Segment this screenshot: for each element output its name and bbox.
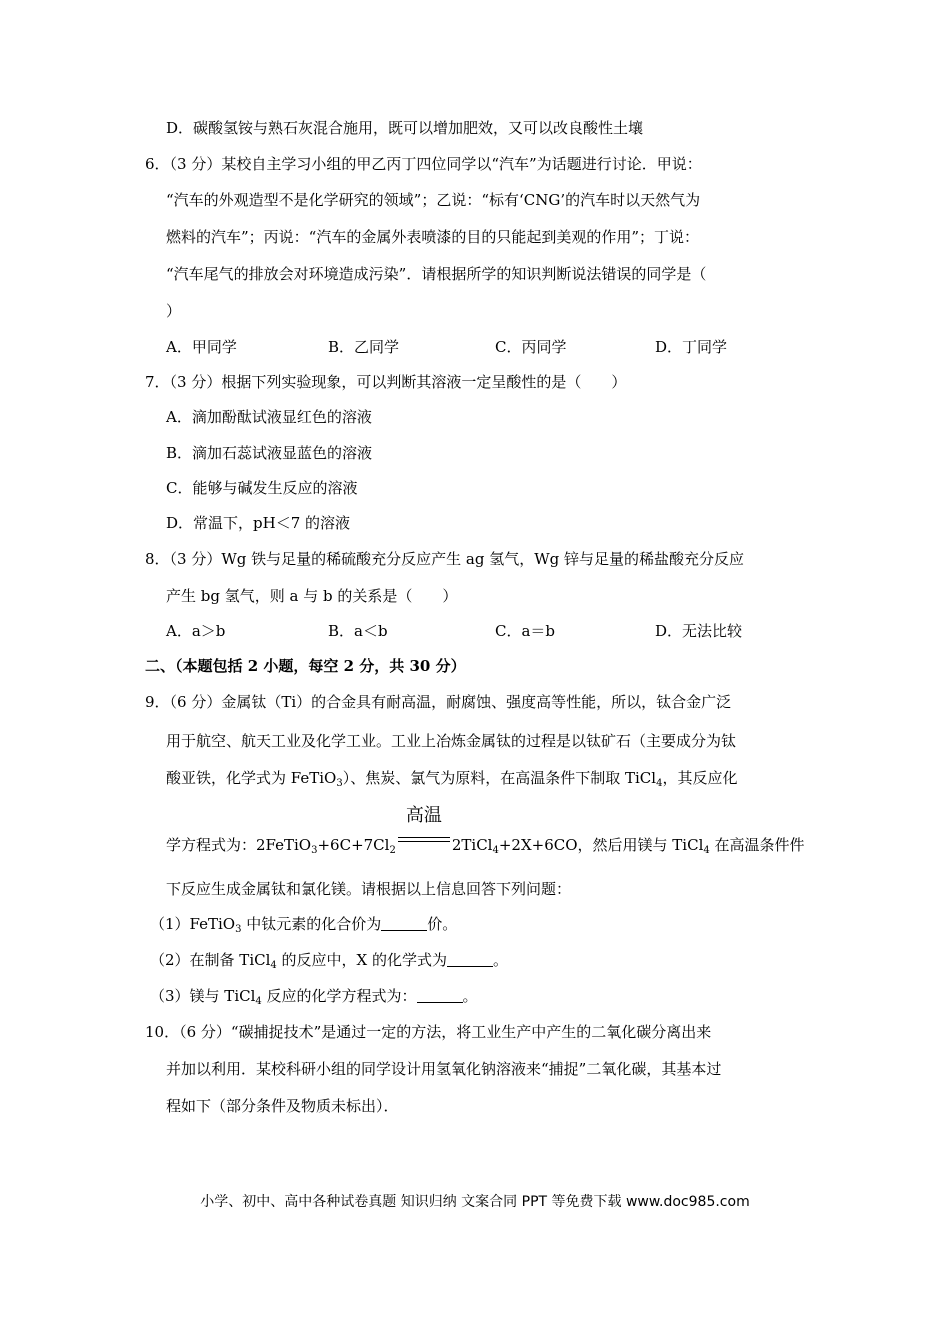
- q10-stem-line-2: 并加以利用．某校科研小组的同学设计用氢氧化钠溶液来“捕捉”二氧化碳，其基本过: [166, 1060, 722, 1078]
- q8-stem-line-1: 8．（3 分）Wg 铁与足量的稀硫酸充分反应产生 ag 氢气，Wg 锌与足量的稀盐酸充分反应: [145, 550, 745, 568]
- answer-blank[interactable]: [417, 988, 463, 1003]
- q9-stem-line-1: 9．（6 分）金属钛（Ti）的合金具有耐高温，耐腐蚀、强度高等性能，所以，钛合金广泛: [145, 693, 732, 711]
- answer-blank[interactable]: [381, 916, 427, 931]
- q6-option-b: B．乙同学: [328, 338, 400, 356]
- q6-option-a: A．甲同学: [166, 338, 237, 356]
- q7-option-a: A．滴加酚酞试液显红色的溶液: [166, 408, 372, 426]
- q5-option-d: D．碳酸氢铵与熟石灰混合施用，既可以增加肥效，又可以改良酸性土壤: [166, 119, 644, 137]
- q6-stem-line-3: 燃料的汽车”；丙说：“汽车的金属外表喷漆的目的只能起到美观的作用”；丁说：: [166, 228, 700, 246]
- q7-option-b: B．滴加石蕊试液显蓝色的溶液: [166, 444, 373, 462]
- q8-option-d: D．无法比较: [655, 622, 743, 640]
- q9-sub-question-1: （1）FeTiO$_3$ 中钛元素的化合价为 价。: [150, 915, 458, 935]
- q8-stem-line-2: 产生 bg 氢气，则 a 与 b 的关系是（ ）: [166, 587, 458, 605]
- q7-stem: 7．（3 分）根据下列实验现象，可以判断其溶液一定呈酸性的是（ ）: [145, 373, 627, 391]
- q6-option-c: C．丙同学: [495, 338, 567, 356]
- q8-option-c: C．a＝b: [495, 622, 556, 640]
- reaction-condition-label: 高温: [405, 805, 442, 826]
- q9-stem-line-2: 用于航空、航天工业及化学工业。工业上冶炼金属钛的过程是以钛矿石（主要成分为钛: [166, 732, 737, 750]
- section-2-heading: 二、（本题包括 2 小题，每空 2 分，共 30 分）: [145, 657, 466, 675]
- equals-sign: [398, 837, 450, 842]
- q9-sub-question-2: （2）在制备 TiCl$_4$ 的反应中，X 的化学式为 。: [150, 951, 508, 971]
- q9-sub-question-3: （3）镁与 TiCl$_4$ 反应的化学方程式为： 。: [150, 987, 478, 1007]
- q9-reaction-equation: 学方程式为：$2FeTiO_3+6C+7Cl_2$ 高温 2TiCl$_4$+2X+6CO，然后用镁与 TiCl$_4$ 在高温条件件: [166, 805, 805, 856]
- q6-option-d: D．丁同学: [655, 338, 728, 356]
- q6-stem-line-1: 6．（3 分）某校自主学习小组的甲乙丙丁四位同学以“汽车”为话题进行讨论．甲说：: [145, 155, 702, 173]
- reaction-condition-mark: [396, 805, 452, 850]
- answer-blank[interactable]: [447, 952, 493, 967]
- q10-stem-line-1: 10．（6 分）“碳捕捉技术”是通过一定的方法，将工业生产中产生的二氧化碳分离出来: [145, 1023, 712, 1041]
- q9-stem-line-3: 酸亚铁，化学式为 FeTiO$_3$）、焦炭、氯气为原料，在高温条件下制取 TiCl$_4$，其反应化: [166, 769, 738, 789]
- q6-stem-line-4: “汽车尾气的排放会对环境造成污染”．请根据所学的知识判断说法错误的同学是（: [166, 265, 707, 283]
- q7-option-c: C．能够与碱发生反应的溶液: [166, 479, 358, 497]
- q8-option-b: B．a＜b: [328, 622, 388, 640]
- q6-stem-line-2: “汽车的外观造型不是化学研究的领域”；乙说：“标有‘CNG’的汽车时以天然气为: [166, 191, 701, 209]
- q9-stem-line-5: 下反应生成金属钛和氯化镁。请根据以上信息回答下列问题：: [166, 880, 572, 898]
- q10-stem-line-3: 程如下（部分条件及物质未标出）．: [166, 1097, 399, 1115]
- q7-option-d: D．常温下，pH＜7 的溶液: [166, 514, 351, 532]
- q8-option-a: A．a＞b: [166, 622, 226, 640]
- page-footer: 小学、初中、高中各种试卷真题 知识归纳 文案合同 PPT 等免费下载 www.doc985.com: [200, 1194, 750, 1210]
- q6-stem-line-5: ）: [166, 302, 182, 320]
